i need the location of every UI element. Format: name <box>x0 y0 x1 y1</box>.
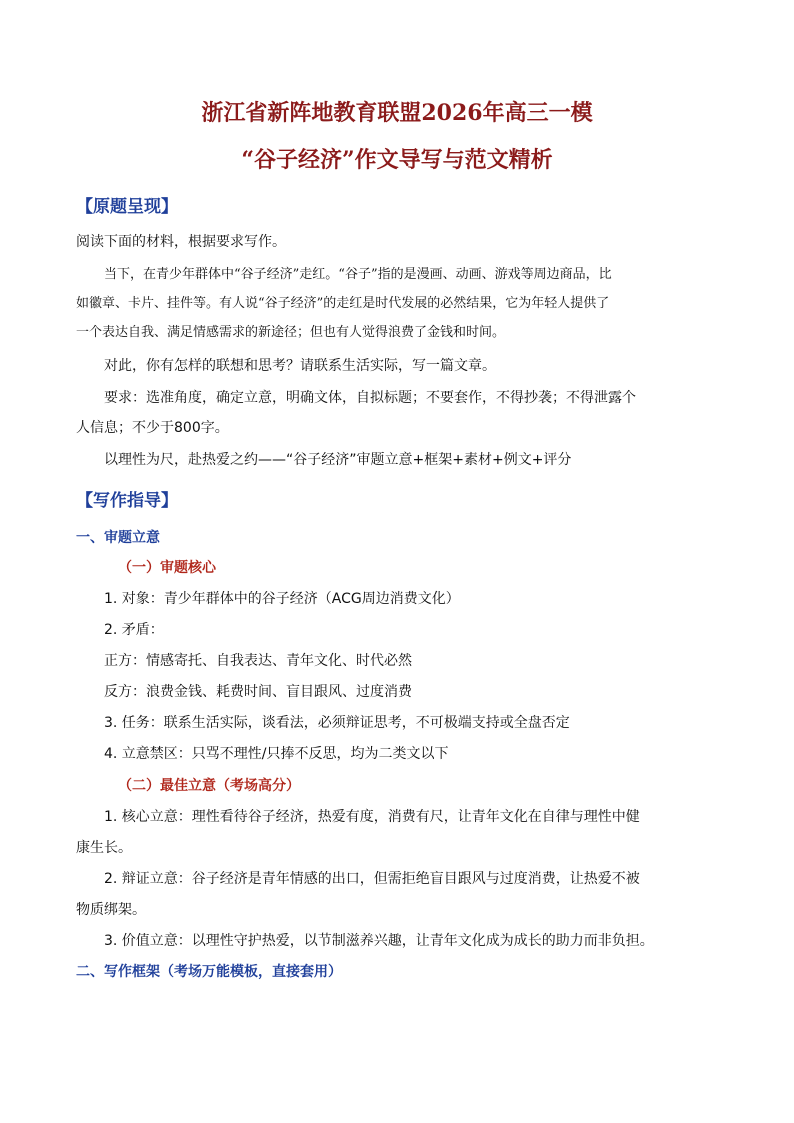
heading-writing-framework: 二、写作框架（考场万能模板，直接套用） <box>76 964 342 980</box>
best-theme-3: 3. 价值立意：以理性守护热爱，以节制滋养兴趣，让青年文化成为成长的助力而非负担。 <box>104 933 654 949</box>
subheading-core-analysis: （一）审题核心 <box>118 560 216 576</box>
section-heading-original-question: 【原题呈现】 <box>76 197 178 217</box>
best-theme-1-line-2: 康生长。 <box>76 840 132 856</box>
prompt-text: 对此，你有怎样的联想和思考？请联系生活实际，写一篇文章。 <box>104 358 496 374</box>
heading-topic-analysis: 一、审题立意 <box>76 530 160 546</box>
best-theme-2-line-2: 物质绑架。 <box>76 902 146 918</box>
document-title-line-2: “谷子经济”作文导写与范文精析 <box>241 147 553 173</box>
subheading-best-theme: （二）最佳立意（考场高分） <box>118 778 300 794</box>
section-heading-writing-guide: 【写作指导】 <box>76 491 178 511</box>
material-line-1: 当下，在青少年群体中“谷子经济”走红。“谷子”指的是漫画、动画、游戏等周边商品，比 <box>104 267 612 282</box>
tagline-text: 以理性为尺，赴热爱之约——“谷子经济”审题立意+框架+素材+例文+评分 <box>104 452 572 468</box>
document-title-line-1: 浙江省新阵地教育联盟2026年高三一模 <box>201 100 593 126</box>
item-contradiction: 2. 矛盾： <box>104 622 164 638</box>
item-object: 1. 对象：青少年群体中的谷子经济（ACG周边消费文化） <box>104 591 460 607</box>
material-line-3: 一个表达自我、满足情感需求的新途径；但也有人觉得浪费了金钱和时间。 <box>76 325 506 340</box>
best-theme-2-line-1: 2. 辩证立意：谷子经济是青年情感的出口，但需拒绝盲目跟风与过度消费，让热爱不被 <box>104 871 640 887</box>
item-forbidden-zone: 4. 立意禁区：只骂不理性/只捧不反思，均为二类文以下 <box>104 746 449 762</box>
instruction-text: 阅读下面的材料，根据要求写作。 <box>76 234 286 250</box>
best-theme-1-line-1: 1. 核心立意：理性看待谷子经济，热爱有度，消费有尺，让青年文化在自律与理性中健 <box>104 809 640 825</box>
item-pro-side: 正方：情感寄托、自我表达、青年文化、时代必然 <box>104 653 412 669</box>
material-line-2: 如徽章、卡片、挂件等。有人说“谷子经济”的走红是时代发展的必然结果，它为年轻人提供了 <box>76 296 610 311</box>
item-task: 3. 任务：联系生活实际，谈看法，必须辩证思考，不可极端支持或全盘否定 <box>104 715 570 731</box>
requirements-line-1: 要求：选准角度，确定立意，明确文体，自拟标题；不要套作，不得抄袭；不得泄露个 <box>104 390 636 406</box>
requirements-line-2: 人信息；不少于800字。 <box>76 420 229 436</box>
item-con-side: 反方：浪费金钱、耗费时间、盲目跟风、过度消费 <box>104 684 412 700</box>
